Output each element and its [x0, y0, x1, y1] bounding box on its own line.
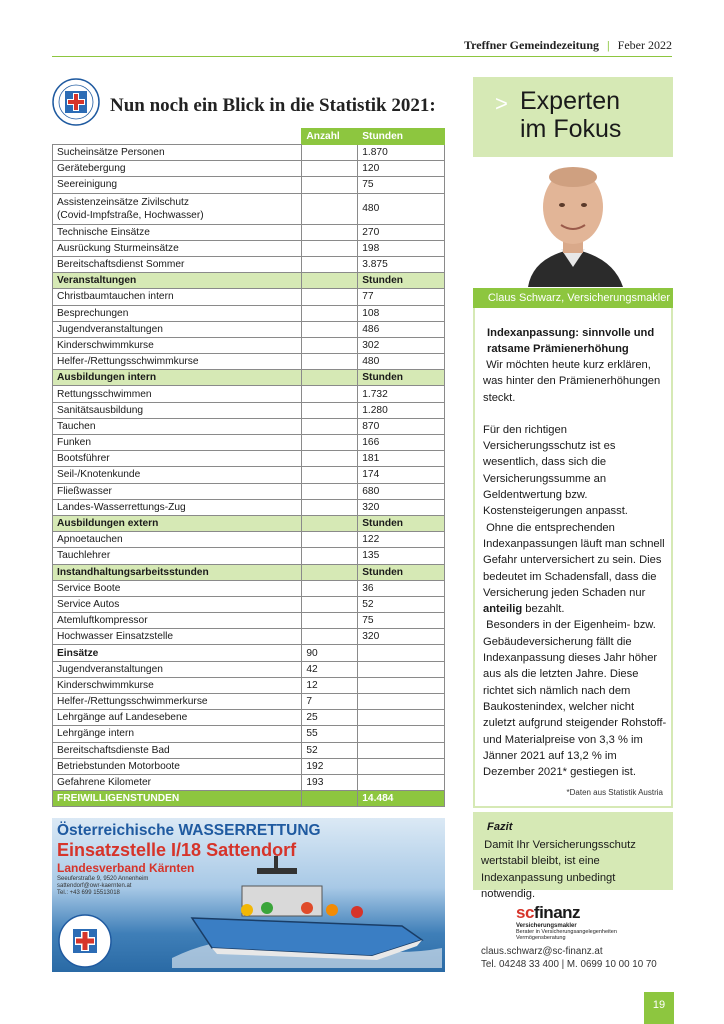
rescue-boat-icon	[172, 848, 442, 968]
person-portrait-icon	[473, 157, 673, 287]
table-row	[53, 451, 445, 467]
header-count: Anzahl	[302, 129, 358, 145]
row-count	[302, 499, 358, 515]
row-label	[53, 580, 302, 596]
row-hours: 166	[358, 435, 445, 451]
experts-arrow: >	[495, 91, 508, 116]
row-label-text: Bereitschaftsdienste Bad	[57, 744, 170, 756]
row-label-text: Jugendveranstaltungen	[57, 323, 163, 335]
row-count	[302, 273, 358, 289]
row-label-text: Tauchlehrer	[57, 550, 111, 562]
row-label-text: Funken	[57, 437, 91, 449]
row-label	[53, 289, 302, 305]
row-label	[53, 370, 302, 386]
row-hours: 181	[358, 451, 445, 467]
article-p3-a: Ohne die entsprechenden Indexanpassungen läuft man schnell Gefahr unterversichert zu sein. Dies bedeutet im Schadensfall, dass die Versicherung jeden Schaden nur	[483, 521, 665, 599]
row-count: 193	[302, 774, 358, 790]
ad-wasserrettung-logo-icon	[58, 914, 112, 968]
row-count: 42	[302, 661, 358, 677]
fazit-body-text: Damit Ihr Versicherungsschutz wertstabil bleibt, ist eine Indexanpassung unbedingt notwendig.	[481, 839, 636, 900]
row-hours: 108	[358, 305, 445, 321]
row-label	[53, 451, 302, 467]
row-hours: 174	[358, 467, 445, 483]
table-row	[53, 386, 445, 402]
row-label	[53, 596, 302, 612]
row-label	[53, 418, 302, 434]
table-row	[53, 596, 445, 612]
row-count	[302, 515, 358, 531]
table-row	[53, 742, 445, 758]
article-title-line2: ratsame Prämienerhöhung	[487, 343, 629, 355]
row-label-text: FREIWILLIGENSTUNDEN	[57, 793, 180, 805]
row-label	[53, 386, 302, 402]
article-source: *Daten aus Statistik Austria	[566, 788, 663, 797]
row-label	[53, 677, 302, 693]
brand-sc: sc	[516, 903, 534, 922]
row-label	[53, 145, 302, 161]
table-row	[53, 661, 445, 677]
row-count	[302, 580, 358, 596]
row-label	[53, 742, 302, 758]
row-count	[302, 177, 358, 193]
article-p3-emphasis: anteilig	[483, 603, 523, 616]
row-count	[302, 386, 358, 402]
row-label	[53, 499, 302, 515]
row-count	[302, 289, 358, 305]
row-count: 25	[302, 710, 358, 726]
row-count	[302, 354, 358, 370]
row-count	[302, 435, 358, 451]
row-hours: 870	[358, 418, 445, 434]
row-count	[302, 451, 358, 467]
row-hours: 75	[358, 177, 445, 193]
row-count	[302, 321, 358, 337]
row-label	[53, 483, 302, 499]
row-label	[53, 402, 302, 418]
row-label	[53, 177, 302, 193]
brand-finanz: finanz	[533, 903, 581, 922]
article-paragraph-intro-text: Wir möchten heute kurz erklären, was hinter den Prämienerhöhungen steckt.	[483, 359, 661, 404]
row-hours: 486	[358, 321, 445, 337]
article-paragraph-4-text: Besonders in der Eigenheim- bzw. Gebäudeversicherung fällt die Indexanpassung dieses Jahr höher aus als die letzten Jahre. Diese richtet sich nämlich nach dem Baukostenindex, welcher nicht zuletzt aufgrund steigender Rohstoff- und Materialpreise von 3,3 % im Jänner 2021 auf 13,2 % im Dezember 2021* gestiegen ist.	[483, 619, 667, 779]
row-label	[53, 337, 302, 353]
table-row	[53, 467, 445, 483]
row-label-text: Ausrückung Sturmeinsätze	[57, 242, 179, 254]
row-hours: 3.875	[358, 256, 445, 272]
table-row	[53, 694, 445, 710]
row-hours	[358, 645, 445, 661]
statistics-body	[53, 145, 445, 807]
table-row	[53, 337, 445, 353]
row-count	[302, 370, 358, 386]
table-row	[53, 613, 445, 629]
row-count: 7	[302, 694, 358, 710]
table-header-row	[53, 129, 445, 145]
article-title	[487, 325, 667, 357]
row-count: 12	[302, 677, 358, 693]
experts-header	[473, 77, 673, 157]
row-label	[53, 515, 302, 531]
row-label-text: Instandhaltungsarbeitsstunden	[57, 566, 209, 578]
sc-finanz-brand	[516, 903, 666, 923]
row-label-text: Hochwasser Einsatzstelle	[57, 631, 174, 643]
sponsor-phone: Tel. 04248 33 400 | M. 0699 10 00 10 70	[481, 959, 657, 970]
row-hours	[358, 677, 445, 693]
table-row	[53, 145, 445, 161]
row-label-text: Seereinigung	[57, 179, 118, 191]
row-hours: 1.870	[358, 145, 445, 161]
row-hours: 480	[358, 354, 445, 370]
row-label-text: Service Autos	[57, 598, 120, 610]
row-label-text: Bootsführer	[57, 453, 110, 465]
table-row	[53, 193, 445, 224]
row-label-text: Seil-/Knotenkunde	[57, 469, 141, 481]
row-label-text: Jugendveranstaltungen	[57, 663, 163, 675]
row-hours: 75	[358, 613, 445, 629]
table-row	[53, 710, 445, 726]
tagline-3: Vermögensberatung	[516, 935, 566, 942]
article-paragraph-4	[483, 617, 669, 780]
wasserrettung-ad	[52, 818, 445, 972]
table-row	[53, 629, 445, 645]
row-count	[302, 467, 358, 483]
expert-caption: Claus Schwarz, Versicherungsmakler	[473, 288, 673, 308]
row-label-text: Service Boote	[57, 582, 121, 594]
row-hours: 52	[358, 596, 445, 612]
row-count	[302, 548, 358, 564]
table-row	[53, 305, 445, 321]
row-count	[302, 145, 358, 161]
row-hours	[358, 726, 445, 742]
table-row	[53, 354, 445, 370]
article-paragraph-2: Für den richtigen Versicherungsschutz ist es wesentlich, dass sich die Versicherungssumme an Geldentwertung bzw. Kostensteigerungen anpasst.	[483, 423, 628, 518]
table-row	[53, 418, 445, 434]
row-count	[302, 418, 358, 434]
table-row	[53, 224, 445, 240]
ad-address	[57, 876, 148, 897]
row-hours: 122	[358, 532, 445, 548]
wasserrettung-logo-icon	[52, 78, 100, 126]
row-label	[53, 758, 302, 774]
row-label	[53, 645, 302, 661]
row-count	[302, 791, 358, 807]
table-section-row	[53, 515, 445, 531]
row-label-text: Bereitschaftsdienst Sommer	[57, 259, 185, 271]
row-label-text: Technische Einsätze	[57, 226, 150, 238]
row-label	[53, 710, 302, 726]
row-label-text: Sanitätsausbildung	[57, 404, 144, 416]
row-hours: Stunden	[358, 564, 445, 580]
row-count	[302, 483, 358, 499]
row-hours: Stunden	[358, 273, 445, 289]
sponsor-email[interactable]: claus.schwarz@sc-finanz.at	[481, 946, 603, 957]
row-label	[53, 564, 302, 580]
row-label-text: Helfer-/Rettungsschwimmerkurse	[57, 696, 208, 708]
row-count: 192	[302, 758, 358, 774]
row-count	[302, 224, 358, 240]
row-label-text: Besprechungen	[57, 307, 129, 319]
header-separator: |	[607, 38, 610, 52]
row-count: 55	[302, 726, 358, 742]
table-row	[53, 256, 445, 272]
row-label	[53, 791, 302, 807]
row-label	[53, 548, 302, 564]
ad-address-email: sattendorf@owr-kaernten.at	[57, 883, 132, 889]
row-hours: 135	[358, 548, 445, 564]
row-hours	[358, 758, 445, 774]
header-blank-cell	[53, 129, 302, 145]
ad-address-street: Seeuferstraße 9, 9520 Annenheim	[57, 876, 149, 882]
row-label	[53, 240, 302, 256]
row-label	[53, 305, 302, 321]
experts-title-line1: Experten	[520, 87, 621, 115]
row-label-text: Kinderschwimmkurse	[57, 339, 154, 351]
table-row	[53, 580, 445, 596]
row-count	[302, 240, 358, 256]
row-label-text: Sucheinsätze Personen	[57, 147, 165, 159]
row-label	[53, 321, 302, 337]
row-label-text: Helfer-/Rettungsschwimmkurse	[57, 356, 199, 368]
row-label-text: Rettungsschwimmen	[57, 388, 152, 400]
row-hours: 320	[358, 499, 445, 515]
row-label	[53, 694, 302, 710]
table-section-row	[53, 370, 445, 386]
ad-line-org: Österreichische WASSERRETTUNG	[57, 822, 321, 839]
article-p3-c: bezahlt.	[522, 603, 565, 616]
row-label-text: Ausbildungen extern	[57, 518, 159, 530]
ad-address-phone: Tel.: +43 699 15513018	[57, 890, 120, 896]
sponsor-contact	[481, 945, 657, 971]
header-divider	[52, 56, 672, 57]
row-count	[302, 564, 358, 580]
expert-photo	[473, 157, 673, 287]
row-count	[302, 596, 358, 612]
table-row	[53, 532, 445, 548]
row-label	[53, 224, 302, 240]
row-label-text-2: (Covid-Impfstraße, Hochwasser)	[57, 209, 204, 221]
row-label	[53, 256, 302, 272]
table-row	[53, 240, 445, 256]
row-hours: Stunden	[358, 370, 445, 386]
row-hours: 14.484	[358, 791, 445, 807]
row-hours: 77	[358, 289, 445, 305]
table-total-row	[53, 791, 445, 807]
fazit-body	[481, 837, 669, 902]
table-row	[53, 677, 445, 693]
row-hours	[358, 694, 445, 710]
row-label	[53, 161, 302, 177]
row-label	[53, 613, 302, 629]
row-label	[53, 354, 302, 370]
page-header	[464, 38, 672, 53]
row-label-text: Gerätebergung	[57, 163, 126, 175]
table-row	[53, 499, 445, 515]
table-section-row	[53, 273, 445, 289]
table-row	[53, 402, 445, 418]
table-row	[53, 758, 445, 774]
ad-line-station: Einsatzstelle I/18 Sattendorf	[57, 840, 297, 860]
tagline-1: Versicherungsmakler	[516, 923, 577, 929]
article-box	[473, 308, 673, 808]
publication-name: Treffner Gemeindezeitung	[464, 38, 600, 52]
row-label	[53, 467, 302, 483]
ad-line-region: Landesverband Kärnten	[57, 861, 195, 875]
row-hours: 120	[358, 161, 445, 177]
row-label-text: Christbaumtauchen intern	[57, 291, 174, 303]
experts-title-line2: im Fokus	[520, 115, 622, 143]
row-hours: 198	[358, 240, 445, 256]
row-label-text: Atemluftkompressor	[57, 615, 148, 627]
row-label-text: Landes-Wasserrettungs-Zug	[57, 501, 186, 513]
row-label-text: Lehrgänge auf Landesebene	[57, 712, 188, 724]
tagline-2: Berater in Versicherungsangelegenheiten	[516, 929, 617, 936]
row-label-text: Lehrgänge intern	[57, 728, 135, 740]
row-hours	[358, 774, 445, 790]
row-count: 52	[302, 742, 358, 758]
row-label	[53, 273, 302, 289]
row-hours: 320	[358, 629, 445, 645]
table-row	[53, 774, 445, 790]
row-count	[302, 613, 358, 629]
row-label-text: Tauchen	[57, 420, 96, 432]
row-label	[53, 629, 302, 645]
row-label-text: Ausbildungen intern	[57, 372, 157, 384]
row-count	[302, 402, 358, 418]
row-hours	[358, 742, 445, 758]
fazit-title: Fazit	[487, 821, 513, 833]
row-hours: 270	[358, 224, 445, 240]
row-label-text: Gefahrene Kilometer	[57, 777, 152, 789]
article-title-line1: Indexanpassung: sinnvolle und	[487, 327, 655, 339]
row-count	[302, 305, 358, 321]
row-label	[53, 661, 302, 677]
table-row	[53, 289, 445, 305]
row-hours: 36	[358, 580, 445, 596]
table-row	[53, 483, 445, 499]
row-label-text: Betriebstunden Motorboote	[57, 760, 180, 772]
row-count: 90	[302, 645, 358, 661]
row-hours: 480	[358, 193, 445, 224]
statistics-title: Nun noch ein Blick in die Statistik 2021:	[110, 95, 436, 116]
row-label-text: Assistenzeinsätze Zivilschutz	[57, 196, 189, 208]
row-label	[53, 435, 302, 451]
row-hours	[358, 661, 445, 677]
table-row	[53, 548, 445, 564]
table-section-row	[53, 564, 445, 580]
row-count	[302, 337, 358, 353]
table-row	[53, 177, 445, 193]
issue-date: Feber 2022	[617, 38, 672, 52]
table-row	[53, 726, 445, 742]
page-number: 19	[644, 992, 674, 1024]
row-label	[53, 532, 302, 548]
table-row	[53, 645, 445, 661]
row-label-text: Einsätze	[57, 647, 99, 659]
row-hours: 302	[358, 337, 445, 353]
row-label-text: Kinderschwimmkurse	[57, 679, 154, 691]
table-row	[53, 435, 445, 451]
statistics-table	[52, 128, 445, 807]
row-hours: 1.280	[358, 402, 445, 418]
row-count	[302, 193, 358, 224]
row-hours: 680	[358, 483, 445, 499]
table-row	[53, 321, 445, 337]
row-hours	[358, 710, 445, 726]
row-count	[302, 161, 358, 177]
article-paragraph-3	[483, 520, 669, 618]
header-hours: Stunden	[358, 129, 445, 145]
fazit-box	[473, 812, 673, 900]
row-hours: 1.732	[358, 386, 445, 402]
row-label	[53, 193, 302, 224]
row-label-text: Fließwasser	[57, 485, 112, 497]
article-body	[483, 357, 669, 780]
article-paragraph-intro	[483, 357, 669, 406]
sc-finanz-logo	[516, 903, 666, 943]
row-label-text: Apnoetauchen	[57, 534, 123, 546]
sc-finanz-tagline	[516, 923, 666, 942]
row-label	[53, 774, 302, 790]
row-label	[53, 726, 302, 742]
row-count	[302, 256, 358, 272]
row-label-text: Veranstaltungen	[57, 275, 137, 287]
row-count	[302, 629, 358, 645]
row-count	[302, 532, 358, 548]
row-hours: Stunden	[358, 515, 445, 531]
table-row	[53, 161, 445, 177]
